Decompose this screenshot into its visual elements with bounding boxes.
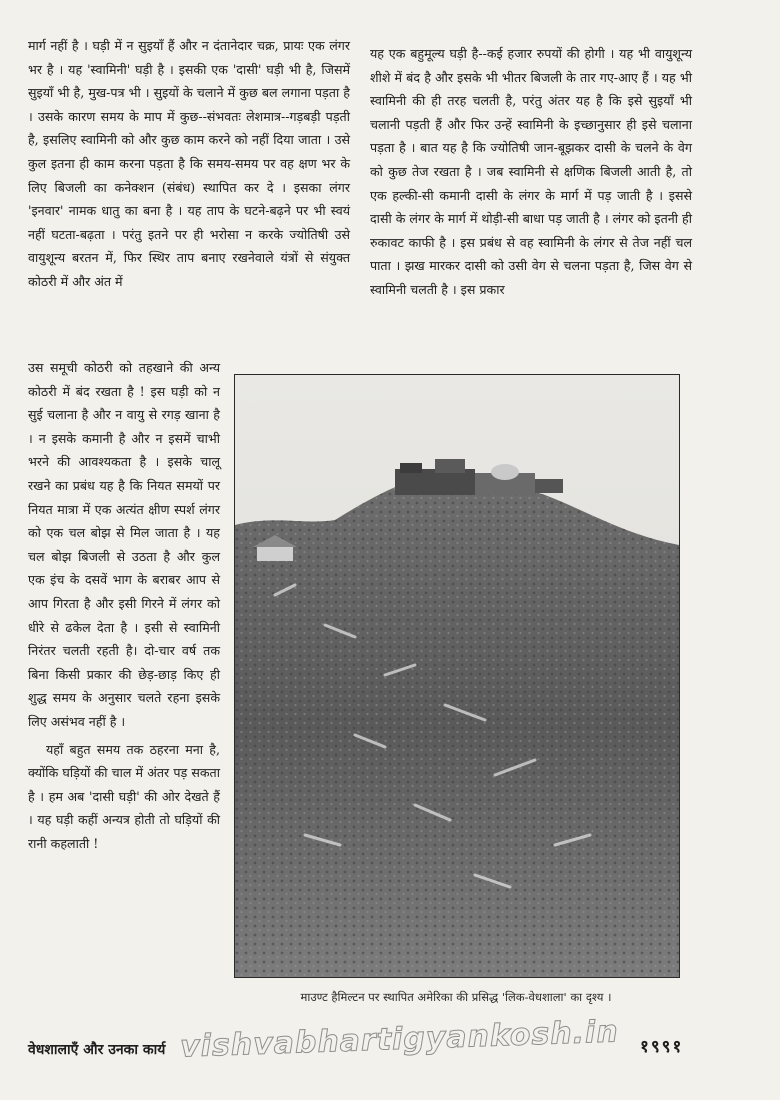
site-watermark: vishvabhartigyankosh.in [179,1014,620,1065]
observatory-photograph [234,374,680,978]
page-number: १९९१ [640,1037,684,1057]
paragraph: यह एक बहुमूल्य घड़ी है--कई हजार रुपयों की होगी । यह भी वायुशून्य शीशे में बंद है और इसके भी भीतर बिजली के तार गए-आए हैं । यह भी स्वामिनी की ही तरह चलती है, परंतु अंतर यह है कि इसे सुइयाँ भी चलानी पड़ती हैं और फिर उन्हें स्वामिनी के इच्छानुसार ही इसे चलाना पड़ता है । बात यह है कि ज्योतिषी जान-बूझकर दासी के चलने के वेग को कुछ तेज रखता है । जब स्वामिनी से क्षणिक बिजली आती है, तो एक हल्की-सी कमानी दासी के लंगर के मार्ग में पड़ जाती है । इससे दासी के लंगर के मार्ग में थोड़ी-सी बाधा पड़ जाती है । लंगर को इतनी ही रुकावट काफी है । इस प्रबंध से वह स्वामिनी के लंगर से तेज नहीं चल पाता । झख मारकर दासी को उसी वेग से चलना पड़ता है, जिस वेग से स्वामिनी चलती है । इस प्रकार [370,46,692,297]
paragraph: उस समूची कोठरी को तहखाने की अन्य कोठरी में बंद रखता है ! इस घड़ी को न सुई चलाना है और न वायु से रगड़ खाना है । न इसके कमानी है और न इसमें चाभी भरने की आवश्यकता है । इसके चालू रखने का प्रबंध यह है कि नियत समयों पर नियत मात्रा में एक अत्यंत क्षीण स्पर्श लंगर को एक चल बोझ से मिल जाता है । यह चल बोझ बिजली से उठता है और कुल एक इंच के दसवें भाग के बराबर आप से आप गिरता है और इसी गिरने में लंगर को धीरे से ढकेल देता है । इसी से स्वामिनी निरंतर चलती रहती है। दो-चार वर्ष तक बिना किसी प्रकार की छेड़-छाड़ किए ही शुद्ध समय के अनुसार चलते रहना इसके लिए असंभव नहीं है । [28,360,220,729]
paragraph: मार्ग नहीं है । घड़ी में न सुइयाँ हैं और न दंतानेदार चक्र, प्रायः एक लंगर भर है । यह 'स्वामिनी' घड़ी है । इसकी एक 'दासी' घड़ी भी है, जिसमें सुइयाँ भी है, मुख-पत्र भी । सुइयों के चलाने में कुछ बल लगाना पड़ता है । उसके कारण समय के माप में कुछ--संभवतः लेशमात्र--गड़बड़ी पड़ती है, इसलिए स्वामिनी को और कुछ काम करने को नहीं दिया जाता । उसे कुल इतना ही काम करना पड़ता है कि समय-समय पर वह क्षण भर के लिए बिजली का कनेक्शन (संबंध) स्थापित कर दे । इसका लंगर 'इनवार' नामक धातु का बना है । यह ताप के घटने-बढ़ने पर भी स्वयं नहीं घटता-बढ़ता । परंतु इतने पर ही भरोसा न करके ज्योतिषी उसे वायुशून्य बरतन में, फिर स्थिर ताप बनाए रखनेवाले यंत्रों से संयुक्त कोठरी में और अंत में [28,38,350,289]
running-footer-title: वेधशालाएँ और उनका कार्य [28,1042,166,1058]
paragraph: यहाँ बहुत समय तक ठहरना मना है, क्योंकि घड़ियों की चाल में अंतर पड़ सकता है । हम अब 'दासी घड़ी' की ओर देखते हैं । यह घड़ी कहीं अन्यत्र होती तो घड़ियों की रानी कहलाती ! [28,741,220,851]
right-column-top-text [370,42,692,302]
mountain-observatory-image [235,375,679,977]
left-column-narrow-text [28,356,220,855]
left-column-top-text [28,34,350,294]
figure-caption: माउण्ट हैमिल्टन पर स्थापित अमेरिका की प्रसिद्ध 'लिक-वेधशाला' का दृश्य । [300,990,612,1004]
